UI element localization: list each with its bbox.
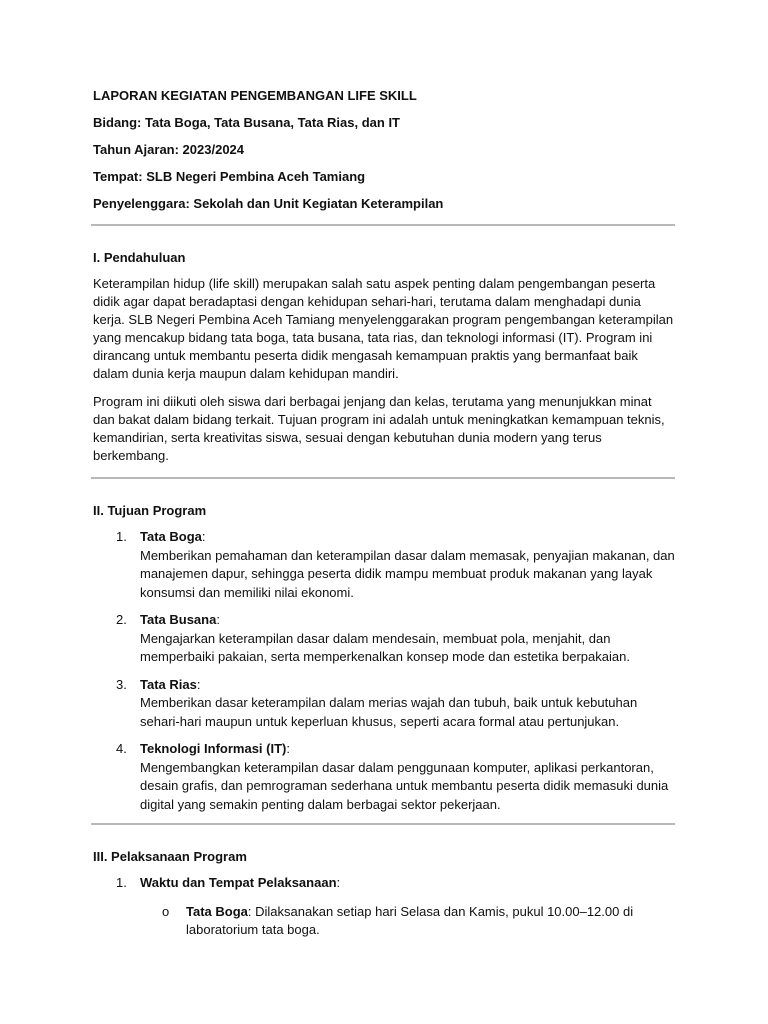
penyelenggara-line: Penyelenggara: Sekolah dan Unit Kegiatan Keterampilan (93, 196, 444, 211)
section-heading-pendahuluan: I. Pendahuluan (93, 250, 186, 265)
list-item: 4. Teknologi Informasi (IT): Mengembangkan keterampilan dasar dalam penggunaan komputer, aplikasi perkantoran, desain grafis, dan pemrograman sederhana untuk membantu peserta didik memasuki dunia digital yang semakin penting dalam berbagai sektor pekerjaan. (116, 741, 669, 812)
paragraph: Keterampilan hidup (life skill) merupakan salah satu aspek penting dalam pengembangan peserta didik agar dapat beradaptasi dengan kehidupan sehari-hari, terutama dalam menghadapi dunia kerja. SLB Negeri Pembina Aceh Tamiang menyelenggarakan program pengembangan keterampilan yang mencakup bidang tata boga, tata busana, tata rias, dan teknologi informasi (IT). Program ini dirancang untuk membantu peserta didik mengasah kemampuan praktis yang bermanfaat baik dalam dunia kerja maupun dalam kehidupan mandiri. (93, 276, 674, 381)
list-term: Tata Rias (140, 676, 197, 692)
list-number: 2. (116, 612, 127, 627)
list-description: Memberikan dasar keterampilan dalam merias wajah dan tubuh, baik untuk kebutuhan sehari-hari maupun untuk keperluan khusus, seperti acara formal atau pertunjukan. (140, 695, 638, 729)
list-number: 1. (116, 529, 127, 544)
divider (91, 823, 675, 825)
list-item: 3. Tata Rias: Memberikan dasar keterampilan dalam merias wajah dan tubuh, baik untuk kebutuhan sehari-hari maupun untuk keperluan khusus, seperti acara formal atau pertunjukan. (116, 676, 638, 729)
section-heading-pelaksanaan: III. Pelaksanaan Program (93, 849, 247, 864)
list-number: 3. (116, 676, 127, 692)
sub-list-item: o Tata Boga: Dilaksanakan setiap hari Selasa dan Kamis, pukul 10.00–12.00 di laboratorium tata boga. (162, 903, 634, 937)
list-number: 1. (116, 875, 127, 890)
divider (91, 224, 675, 226)
list-description: Mengajarkan keterampilan dasar dalam mendesain, membuat pola, menjahit, dan memperbaiki pakaian, serta memperkenalkan konsep mode dan estetika berpakaian. (140, 630, 630, 664)
sub-item-term: Tata Boga (186, 903, 248, 919)
list-number: 4. (116, 741, 127, 756)
list-item: 1. Waktu dan Tempat Pelaksanaan: (93, 874, 675, 893)
bidang-line: Bidang: Tata Boga, Tata Busana, Tata Rias, dan IT (93, 115, 400, 130)
list-description: Memberikan pemahaman dan keterampilan dasar dalam memasak, penyajian makanan, dan manajemen dapur, sehingga peserta didik mampu membuat produk makanan yang layak konsumsi dan memiliki nilai ekonomi. (140, 547, 675, 600)
list-term: Tata Busana (140, 612, 217, 627)
list-term: Teknologi Informasi (IT) (140, 741, 287, 756)
implementation-list (93, 874, 675, 893)
divider (91, 477, 675, 479)
document-title: LAPORAN KEGIATAN PENGEMBANGAN LIFE SKILL (93, 88, 417, 103)
circle-bullet-icon: o (162, 903, 170, 919)
sub-item-description: Dilaksanakan setiap hari Selasa dan Kamis, pukul 10.00–12.00 di laboratorium tata boga. (186, 903, 634, 937)
list-item: 1. Tata Boga: Memberikan pemahaman dan keterampilan dasar dalam memasak, penyajian makanan, dan manajemen dapur, sehingga peserta didik mampu membuat produk makanan yang layak konsumsi dan memiliki nilai ekonomi. (116, 529, 675, 600)
list-term: Waktu dan Tempat Pelaksanaan (140, 875, 337, 890)
tahun-ajaran-line: Tahun Ajaran: 2023/2024 (93, 142, 245, 157)
list-description: Mengembangkan keterampilan dasar dalam penggunaan komputer, aplikasi perkantoran, desain grafis, dan pemrograman sederhana untuk membantu peserta didik memasuki dunia digital yang semakin penting dalam berbagai sektor pekerjaan. (140, 759, 669, 812)
paragraph: Program ini diikuti oleh siswa dari berbagai jenjang dan kelas, terutama yang menunjukkan minat dan bakat dalam bidang terkait. Tujuan program ini adalah untuk meningkatkan kemampuan teknis, kemandirian, serta kreativitas siswa, sesuai dengan kebutuhan dunia modern yang terus berkembang. (93, 394, 665, 463)
list-item: 2. Tata Busana: Mengajarkan keterampilan dasar dalam mendesain, membuat pola, menjahit, dan memperbaiki pakaian, serta memperkenalkan konsep mode dan estetika berpakaian. (116, 612, 630, 664)
list-term: Tata Boga (140, 529, 202, 544)
tempat-line: Tempat: SLB Negeri Pembina Aceh Tamiang (93, 169, 366, 184)
section-heading-tujuan: II. Tujuan Program (93, 503, 207, 518)
goals-list (93, 528, 675, 814)
